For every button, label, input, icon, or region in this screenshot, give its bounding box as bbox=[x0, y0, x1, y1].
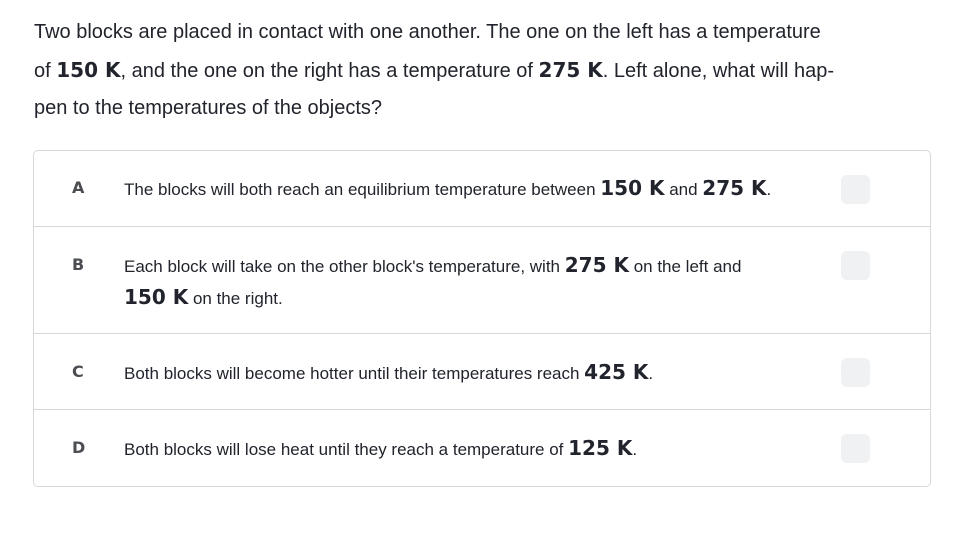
choice-a[interactable] bbox=[34, 151, 930, 227]
math-value: 275 K bbox=[702, 176, 767, 200]
question-line: Two blocks are placed in contact with one another. The one on the left has a temperature bbox=[34, 21, 821, 43]
choice-text-segment: Both blocks will lose heat until they reach a temperature of bbox=[124, 440, 569, 459]
math-value: 275 K bbox=[564, 253, 629, 277]
choice-text bbox=[124, 173, 814, 205]
choice-text-segment: Both blocks will become hotter until their temperatures reach bbox=[124, 364, 585, 383]
choice-text-segment: on the right. bbox=[188, 289, 283, 308]
choice-checkbox[interactable] bbox=[841, 251, 870, 280]
choice-d[interactable] bbox=[34, 410, 930, 486]
choice-checkbox[interactable] bbox=[841, 358, 870, 387]
math-value: 125 K bbox=[568, 436, 633, 460]
choice-text-segment: and bbox=[664, 180, 703, 199]
math-value: 425 K bbox=[584, 360, 649, 384]
choice-text-segment: . bbox=[766, 180, 772, 199]
choice-checkbox[interactable] bbox=[841, 434, 870, 463]
question-text-segment: of bbox=[34, 59, 57, 82]
math-value: 150 K bbox=[56, 57, 121, 82]
choice-text bbox=[124, 433, 814, 465]
choice-text-segment: The blocks will both reach an equilibrium temperature between bbox=[124, 180, 601, 199]
question-text-segment: . Left alone, what will hap- bbox=[602, 59, 834, 82]
question-text-segment: , and the one on the right has a temperature of bbox=[120, 59, 539, 82]
choice-letter: C bbox=[72, 362, 84, 381]
choice-letter: D bbox=[72, 438, 86, 457]
choice-text bbox=[124, 357, 814, 389]
math-value: 150 K bbox=[124, 285, 189, 309]
math-value: 275 K bbox=[538, 57, 603, 82]
choice-letter: B bbox=[72, 255, 85, 274]
question-line bbox=[34, 52, 884, 91]
choice-c[interactable] bbox=[34, 334, 930, 410]
choice-text bbox=[124, 250, 814, 314]
choice-text-segment: Each block will take on the other block's temperature, with bbox=[124, 257, 565, 276]
math-value: 150 K bbox=[600, 176, 665, 200]
choice-letter: A bbox=[72, 178, 85, 197]
choice-checkbox[interactable] bbox=[841, 175, 870, 204]
choice-text-segment: . bbox=[648, 364, 654, 383]
choice-text-segment: on the left and bbox=[628, 257, 742, 276]
choice-b[interactable] bbox=[34, 227, 930, 334]
question-line: pen to the temperatures of the objects? bbox=[34, 97, 382, 119]
choice-text-segment: . bbox=[632, 440, 638, 459]
question-text bbox=[34, 14, 884, 128]
answer-choices bbox=[33, 150, 931, 487]
